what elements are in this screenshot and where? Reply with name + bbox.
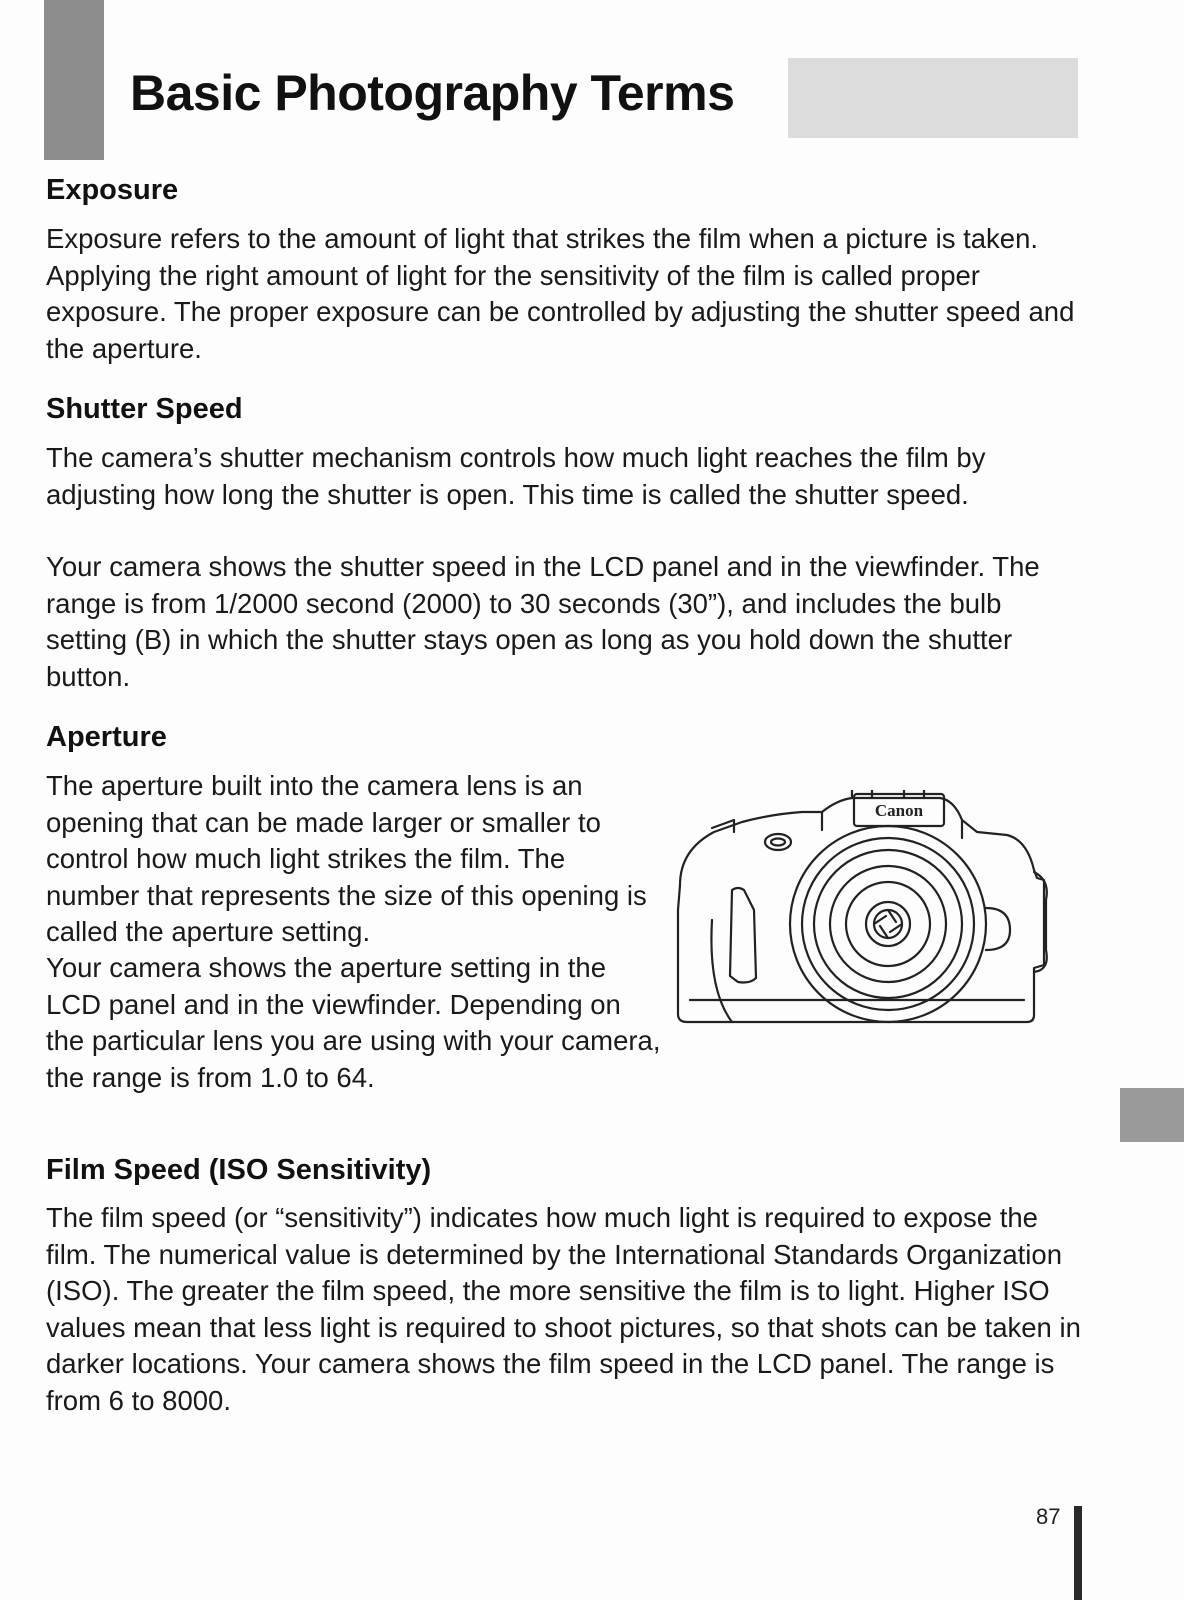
film-speed-paragraph: The film speed (or “sensitivity”) indicates how much light is required to expose the film. The numerical value is determined by the International Standards Organization (ISO). The greater the film speed, the more sensitive the film is to light. Higher ISO values mean that less light is required to shoot pictures, so that shots can be taken in darker locations. Your camera shows the film speed in the LCD panel. The range is from 6 to 8000. bbox=[46, 1202, 1081, 1416]
page-edge-rule bbox=[1074, 1506, 1082, 1600]
section-heading-shutter-speed: Shutter Speed bbox=[46, 393, 243, 425]
exposure-paragraph: Exposure refers to the amount of light that strikes the film when a picture is taken. Applying the right amount of light for the sensitivity of the film is called proper exposure. The proper exposure can be controlled by adjusting the shutter speed and the aperture. bbox=[46, 223, 1075, 364]
page-number: 87 bbox=[1036, 1504, 1061, 1529]
camera-brand-label: Canon bbox=[874, 801, 924, 820]
shutter-speed-paragraph-2: Your camera shows the shutter speed in the LCD panel and in the viewfinder. The range is from 1/2000 second (2000) to 30 seconds (30”), and includes the bulb setting (B) in which the shutter stays open as long as you hold down the shutter button. bbox=[46, 551, 1040, 692]
aperture-paragraph-1: The aperture built into the camera lens is an opening that can be made larger or smaller to control how much light strikes the film. The number that represents the size of this opening is called the aperture setting. bbox=[46, 770, 647, 947]
section-heading-aperture: Aperture bbox=[46, 721, 167, 753]
chapter-marker-bar bbox=[44, 0, 104, 160]
page-title: Basic Photography Terms bbox=[130, 65, 735, 121]
shutter-speed-paragraph-1: The camera’s shutter mechanism controls how much light reaches the film by adjusting how long the shutter is open. This time is called the shutter speed. bbox=[46, 442, 986, 510]
section-heading-film-speed: Film Speed (ISO Sensitivity) bbox=[46, 1154, 432, 1186]
aperture-paragraph-2: Your camera shows the aperture setting in the LCD panel and in the viewfinder. Depending on the particular lens you are using with your camera, the range is from 1.0 to 64. bbox=[46, 952, 661, 1093]
header-shade-block bbox=[788, 58, 1078, 138]
section-heading-exposure: Exposure bbox=[46, 174, 179, 206]
chapter-side-tab bbox=[1120, 1088, 1184, 1142]
camera-front-icon bbox=[672, 790, 1072, 1050]
